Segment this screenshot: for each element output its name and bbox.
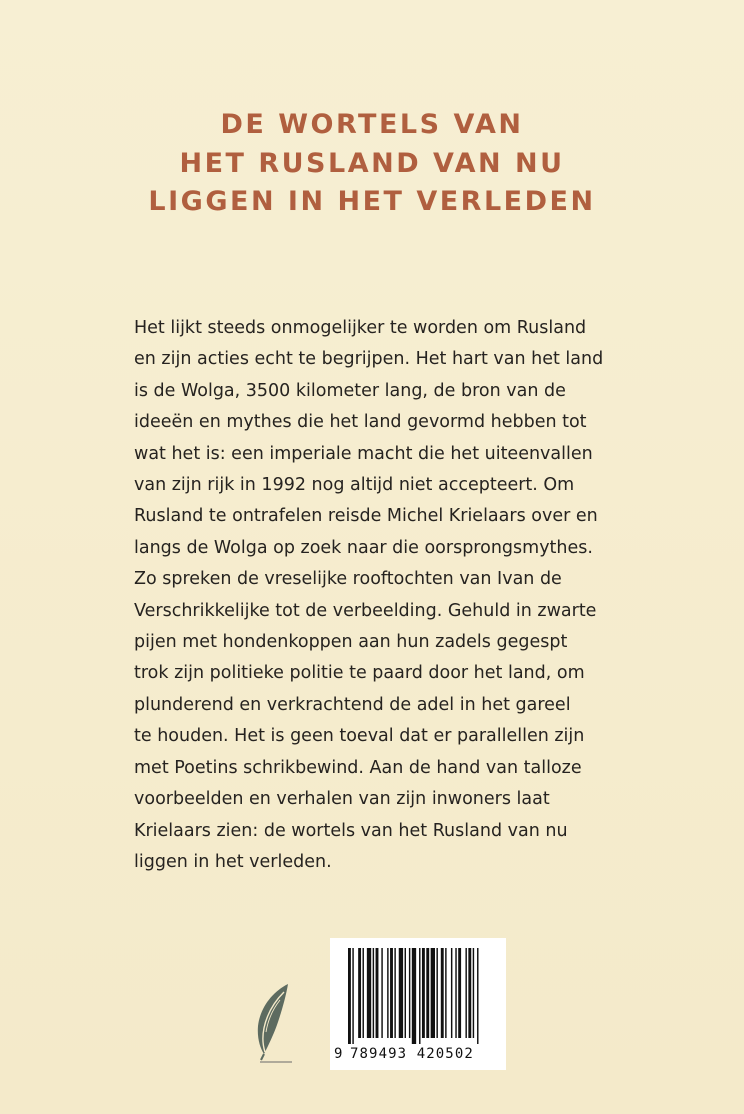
barcode-bar <box>390 948 393 1038</box>
barcode-bar <box>422 948 425 1038</box>
blurb-line: Zo spreken de vreselijke rooftochten van Ivan de <box>134 569 562 590</box>
headline-line: DE WORTELS VAN <box>220 109 524 140</box>
barcode-bar <box>373 948 374 1038</box>
barcode-bar <box>445 948 446 1038</box>
barcode-bar <box>477 948 478 1044</box>
isbn-barcode <box>330 938 506 1070</box>
barcode-bar <box>465 948 466 1038</box>
blurb-line: ideeën en mythes die het land gevormd hebben tot <box>134 412 587 433</box>
barcode-bar <box>441 948 444 1038</box>
barcode-bar <box>358 948 361 1038</box>
barcode-bar <box>381 948 382 1038</box>
blurb-line: en zijn acties echt te begrijpen. Het hart van het land <box>134 349 604 370</box>
barcode-bar <box>387 948 388 1038</box>
barcode-bar <box>412 948 416 1044</box>
blurb-line: Krielaars zien: de wortels van het Rusland van nu <box>134 820 568 841</box>
barcode-bar <box>451 948 452 1038</box>
blurb-line: voorbeelden en verhalen van zijn inwoners laat <box>134 789 550 810</box>
quill-feather-icon <box>246 982 296 1064</box>
blurb-line: langs de Wolga op zoek naar die oorsprongsmythes. <box>134 537 593 558</box>
blurb-line: met Poetins schrikbewind. Aan de hand van talloze <box>134 757 582 778</box>
blurb-line: wat het is: een imperiale macht die het uiteenvallen <box>134 443 593 464</box>
blurb-line: Verschrikkelijke tot de verbeelding. Gehuld in zwarte <box>134 600 597 621</box>
barcode-bar <box>436 948 437 1038</box>
headline <box>0 106 744 222</box>
headline-line: LIGGEN IN HET VERLEDEN <box>148 186 596 217</box>
barcode-bar <box>352 948 353 1044</box>
blurb-text <box>134 313 634 878</box>
barcode-bar <box>426 948 429 1038</box>
blurb-line: trok zijn politieke politie te paard door het land, om <box>134 663 585 684</box>
barcode-bar <box>363 948 364 1038</box>
barcode-bar <box>473 948 474 1038</box>
barcode-bar <box>399 948 403 1038</box>
blurb-line: Het lijkt steeds onmogelijker te worden om Rusland <box>134 318 587 338</box>
barcode-bar <box>376 948 379 1038</box>
barcode-bar <box>455 948 456 1038</box>
barcode-bar <box>348 948 351 1044</box>
barcode-bar <box>394 948 395 1038</box>
blurb-line: is de Wolga, 3500 kilometer lang, de bron van de <box>134 380 566 401</box>
barcode-bar <box>458 948 461 1038</box>
barcode-bars <box>348 948 498 1044</box>
barcode-bar <box>405 948 406 1038</box>
blurb-line: van zijn rijk in 1992 nog altijd niet accepteert. Om <box>134 475 575 496</box>
headline-line: HET RUSLAND VAN NU <box>179 147 565 179</box>
barcode-bar <box>367 948 371 1038</box>
publisher-logo <box>246 982 296 1064</box>
barcode-bar <box>419 948 420 1044</box>
barcode-bar <box>409 948 410 1038</box>
blurb-line: Rusland te ontrafelen reisde Michel Krielaars over en <box>134 506 598 527</box>
barcode-bar <box>431 948 435 1038</box>
blurb-line: te houden. Het is geen toeval dat er parallellen zijn <box>134 726 585 747</box>
blurb-line: liggen in het verleden. <box>134 851 332 872</box>
blurb-line: plunderend en verkrachtend de adel in het gareel <box>134 694 571 715</box>
blurb-line: pijen met hondenkoppen aan hun zadels gegespt <box>134 632 568 653</box>
barcode-bar <box>468 948 471 1038</box>
barcode-number: 789493 420502 <box>350 1046 474 1062</box>
barcode-lead-digit: 9 <box>334 1046 343 1062</box>
